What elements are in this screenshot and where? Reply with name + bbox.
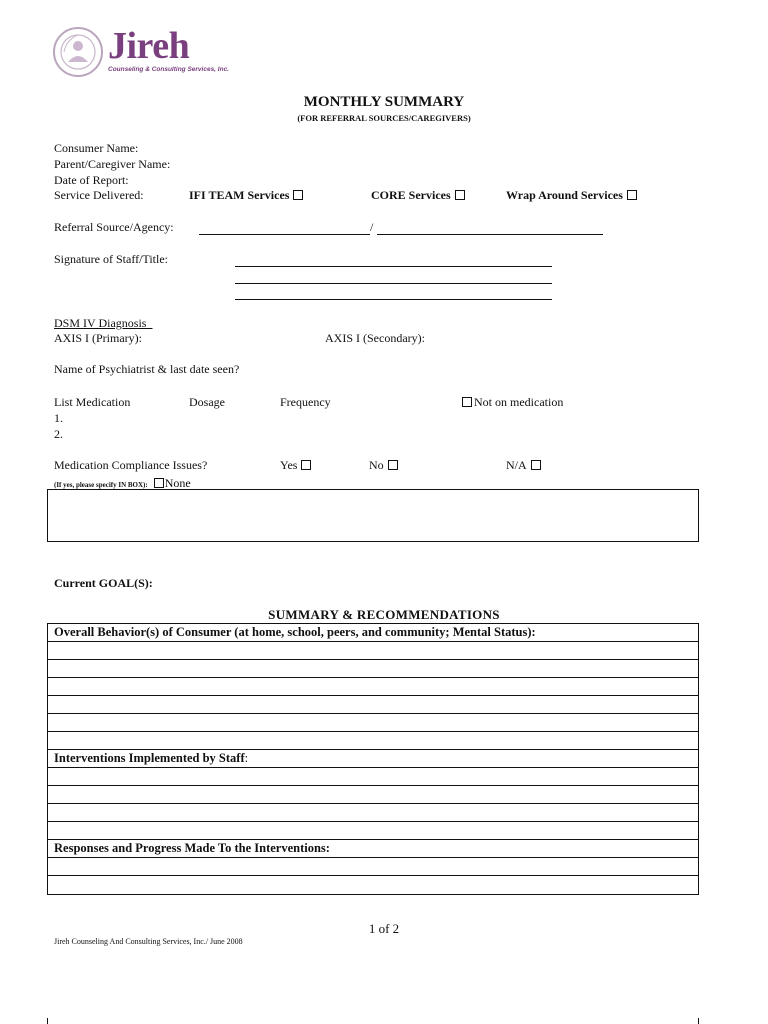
page-title: MONTHLY SUMMARY — [303, 94, 465, 110]
corner-mark-left — [47, 1018, 48, 1024]
behavior-line[interactable] — [48, 642, 698, 660]
behavior-line[interactable] — [48, 714, 698, 732]
summary-heading: SUMMARY & RECOMMENDATIONS — [268, 607, 500, 622]
compliance-none[interactable] — [152, 476, 191, 490]
logo-name: Jireh — [108, 25, 190, 67]
consumer-name-label: Consumer Name: — [54, 141, 139, 155]
compliance-na[interactable] — [506, 458, 541, 473]
service-delivered-label: Service Delivered: — [54, 188, 144, 202]
dsm-diagnosis-heading — [54, 316, 152, 331]
compliance-na-checkbox[interactable] — [531, 460, 541, 470]
not-on-medication-label: Not on medication — [474, 395, 564, 409]
compliance-no-checkbox[interactable] — [388, 460, 398, 470]
compliance-no[interactable] — [369, 458, 398, 473]
psychiatrist-label: Name of Psychiatrist & last date seen? — [54, 362, 240, 376]
referral-source-line[interactable] — [199, 234, 370, 235]
responses-section-header: Responses and Progress Made To the Interventions: — [48, 840, 698, 858]
logo-tagline: Counseling & Consulting Services, Inc. — [108, 66, 229, 73]
not-on-medication-checkbox[interactable] — [462, 397, 472, 407]
dosage-label: Dosage — [189, 395, 225, 409]
service-core[interactable] — [371, 188, 465, 203]
behavior-line[interactable] — [48, 660, 698, 678]
compliance-label: Medication Compliance Issues? — [54, 458, 208, 472]
signature-line-1[interactable] — [235, 266, 552, 267]
service-ifi-team[interactable] — [189, 188, 303, 203]
behavior-line[interactable] — [48, 696, 698, 714]
signature-line-3[interactable] — [235, 299, 552, 300]
signature-label: Signature of Staff/Title: — [54, 252, 168, 266]
interventions-line[interactable] — [48, 804, 698, 822]
service-ifi-team-label: IFI TEAM Services — [189, 188, 290, 202]
not-on-medication[interactable] — [462, 395, 563, 410]
current-goals-label: Current GOAL(S): — [54, 576, 153, 590]
compliance-no-label: No — [369, 458, 384, 472]
axis-secondary-label: AXIS I (Secondary): — [325, 331, 425, 345]
compliance-yes[interactable] — [280, 458, 311, 473]
compliance-note: (If yes, please specify IN BOX): — [54, 481, 148, 489]
parent-caregiver-label: Parent/Caregiver Name: — [54, 157, 171, 171]
interventions-line[interactable] — [48, 768, 698, 786]
service-wrap-around-checkbox[interactable] — [627, 190, 637, 200]
responses-line[interactable] — [48, 858, 698, 876]
compliance-yes-checkbox[interactable] — [301, 460, 311, 470]
service-core-checkbox[interactable] — [455, 190, 465, 200]
responses-line[interactable] — [48, 876, 698, 894]
logo — [52, 26, 242, 78]
page-number: 1 of 2 — [368, 921, 400, 936]
compliance-na-label: N/A — [506, 458, 527, 472]
medication-item-2: 2. — [54, 427, 63, 441]
referral-slash: / — [370, 220, 374, 234]
interventions-section-header — [48, 750, 698, 768]
dsm-diagnosis-heading-text: DSM IV Diagnosis — [54, 316, 147, 330]
interventions-line[interactable] — [48, 786, 698, 804]
list-medication-label: List Medication — [54, 395, 131, 409]
behavior-line[interactable] — [48, 678, 698, 696]
date-of-report-label: Date of Report: — [54, 173, 129, 187]
compliance-yes-label: Yes — [280, 458, 298, 472]
axis-primary-label: AXIS I (Primary): — [54, 331, 142, 345]
summary-table — [47, 623, 699, 895]
referral-agency-line[interactable] — [377, 234, 603, 235]
page-subtitle: (FOR REFERRAL SOURCES/CAREGIVERS) — [297, 113, 471, 123]
corner-mark-right — [698, 1018, 699, 1024]
service-wrap-around[interactable] — [506, 188, 637, 203]
behavior-line[interactable] — [48, 732, 698, 750]
medication-item-1: 1. — [54, 411, 63, 425]
service-ifi-team-checkbox[interactable] — [293, 190, 303, 200]
interventions-section-colon: : — [244, 751, 249, 765]
logo-seal-icon — [52, 26, 104, 78]
footer-company: Jireh Counseling And Consulting Services, Inc./ June 2008 — [54, 937, 243, 946]
compliance-specify-box[interactable] — [47, 489, 699, 542]
compliance-none-label: None — [164, 476, 191, 490]
service-core-label: CORE Services — [371, 188, 451, 202]
frequency-label: Frequency — [280, 395, 331, 409]
behavior-section-header: Overall Behavior(s) of Consumer (at home, school, peers, and community; Mental Status): — [48, 624, 698, 642]
signature-line-2[interactable] — [235, 283, 552, 284]
interventions-line[interactable] — [48, 822, 698, 840]
service-wrap-around-label: Wrap Around Services — [506, 188, 623, 202]
compliance-none-checkbox[interactable] — [154, 478, 164, 488]
interventions-section-label: Interventions Implemented by Staff — [54, 751, 245, 765]
referral-source-label: Referral Source/Agency: — [54, 220, 174, 234]
